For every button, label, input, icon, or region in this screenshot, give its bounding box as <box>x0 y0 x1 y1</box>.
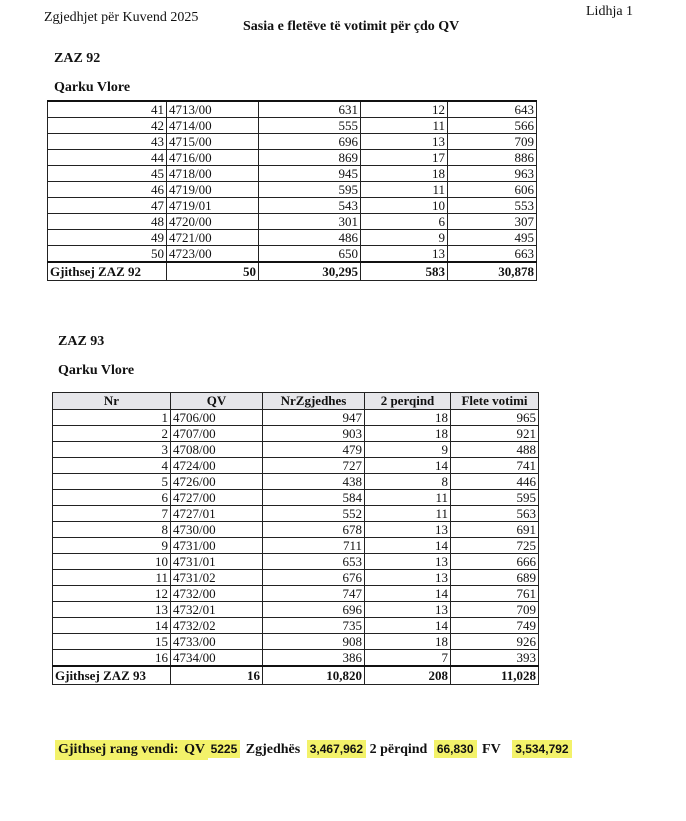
cell-perqind: 18 <box>365 634 451 650</box>
cell-perqind: 14 <box>365 618 451 634</box>
table-row <box>48 246 537 263</box>
table-row <box>53 554 539 570</box>
cell-perqind: 7 <box>365 650 451 667</box>
total-row <box>53 666 539 685</box>
cell-flete-votimi: 663 <box>448 246 537 263</box>
cell-nr: 5 <box>53 474 171 490</box>
cell-perqind: 11 <box>365 506 451 522</box>
summary-zgj-label: Zgjedhës <box>245 742 301 757</box>
total-perqind: 208 <box>365 666 451 685</box>
zaz92-rows <box>48 101 537 281</box>
cell-nr: 44 <box>48 150 167 166</box>
cell-qv: 4707/00 <box>171 426 263 442</box>
cell-perqind: 18 <box>365 410 451 426</box>
cell-qv: 4732/00 <box>171 586 263 602</box>
cell-nr: 50 <box>48 246 167 263</box>
cell-nrzgjedhes: 903 <box>263 426 365 442</box>
cell-nrzgjedhes: 595 <box>259 182 361 198</box>
cell-qv: 4714/00 <box>167 118 259 134</box>
table-row <box>48 198 537 214</box>
cell-nrzgjedhes: 301 <box>259 214 361 230</box>
cell-qv: 4732/01 <box>171 602 263 618</box>
cell-qv: 4719/01 <box>167 198 259 214</box>
cell-nr: 8 <box>53 522 171 538</box>
cell-nr: 3 <box>53 442 171 458</box>
table-row <box>53 442 539 458</box>
col-header-perqind: 2 perqind <box>365 393 451 410</box>
table-row <box>53 522 539 538</box>
cell-nrzgjedhes: 908 <box>263 634 365 650</box>
cell-qv: 4718/00 <box>167 166 259 182</box>
cell-nr: 7 <box>53 506 171 522</box>
total-perqind: 583 <box>361 262 448 281</box>
cell-flete-votimi: 741 <box>451 458 539 474</box>
table-row <box>53 426 539 442</box>
cell-nr: 47 <box>48 198 167 214</box>
cell-nr: 41 <box>48 101 167 118</box>
cell-qv: 4715/00 <box>167 134 259 150</box>
cell-flete-votimi: 307 <box>448 214 537 230</box>
cell-nrzgjedhes: 945 <box>259 166 361 182</box>
table-row <box>53 410 539 426</box>
cell-perqind: 12 <box>361 101 448 118</box>
table-row <box>53 458 539 474</box>
grand-total-line <box>55 740 572 760</box>
zaz93-rows <box>53 410 539 685</box>
zaz93-qarku: Qarku Vlore <box>58 363 135 378</box>
cell-nrzgjedhes: 678 <box>263 522 365 538</box>
cell-nrzgjedhes: 696 <box>263 602 365 618</box>
table-row <box>53 570 539 586</box>
cell-nr: 16 <box>53 650 171 667</box>
cell-nrzgjedhes: 727 <box>263 458 365 474</box>
col-header-nr: Nr <box>53 393 171 410</box>
cell-perqind: 14 <box>365 538 451 554</box>
cell-perqind: 6 <box>361 214 448 230</box>
cell-flete-votimi: 488 <box>451 442 539 458</box>
table-row <box>48 166 537 182</box>
cell-qv: 4713/00 <box>167 101 259 118</box>
table-row <box>48 230 537 246</box>
cell-flete-votimi: 749 <box>451 618 539 634</box>
cell-qv: 4720/00 <box>167 214 259 230</box>
cell-nr: 11 <box>53 570 171 586</box>
summary-perq-label: 2 përqind <box>369 742 428 757</box>
cell-nr: 15 <box>53 634 171 650</box>
cell-nr: 42 <box>48 118 167 134</box>
cell-nr: 12 <box>53 586 171 602</box>
cell-flete-votimi: 393 <box>451 650 539 667</box>
total-qv: 16 <box>171 666 263 685</box>
cell-perqind: 9 <box>361 230 448 246</box>
table-row <box>53 474 539 490</box>
cell-flete-votimi: 595 <box>451 490 539 506</box>
table-row <box>48 214 537 230</box>
zaz92-qarku: Qarku Vlore <box>54 80 131 95</box>
cell-nrzgjedhes: 711 <box>263 538 365 554</box>
cell-perqind: 13 <box>361 134 448 150</box>
cell-flete-votimi: 643 <box>448 101 537 118</box>
cell-flete-votimi: 725 <box>451 538 539 554</box>
summary-perq-value: 66,830 <box>434 740 477 758</box>
cell-perqind: 18 <box>361 166 448 182</box>
table-row <box>53 618 539 634</box>
cell-nrzgjedhes: 438 <box>263 474 365 490</box>
table-header-row <box>53 393 539 410</box>
cell-nr: 49 <box>48 230 167 246</box>
election-header: Zgjedhjet për Kuvend 2025 <box>44 10 199 25</box>
col-header-nrzgjedhes: NrZgjedhes <box>263 393 365 410</box>
col-header-flete-votimi: Flete votimi <box>451 393 539 410</box>
cell-flete-votimi: 566 <box>448 118 537 134</box>
cell-perqind: 13 <box>365 602 451 618</box>
cell-perqind: 14 <box>365 458 451 474</box>
cell-qv: 4706/00 <box>171 410 263 426</box>
table-row <box>48 134 537 150</box>
zaz93-title: ZAZ 93 <box>58 334 105 349</box>
cell-qv: 4726/00 <box>171 474 263 490</box>
cell-qv: 4708/00 <box>171 442 263 458</box>
table-row <box>48 118 537 134</box>
cell-nrzgjedhes: 479 <box>263 442 365 458</box>
cell-flete-votimi: 563 <box>451 506 539 522</box>
cell-flete-votimi: 553 <box>448 198 537 214</box>
zaz92-title: ZAZ 92 <box>54 51 101 66</box>
cell-qv: 4731/02 <box>171 570 263 586</box>
cell-qv: 4733/00 <box>171 634 263 650</box>
cell-nr: 46 <box>48 182 167 198</box>
total-qv: 50 <box>167 262 259 281</box>
page-title: Sasia e fletëve të votimit për çdo QV <box>243 19 460 34</box>
cell-nrzgjedhes: 631 <box>259 101 361 118</box>
cell-flete-votimi: 886 <box>448 150 537 166</box>
cell-perqind: 10 <box>361 198 448 214</box>
total-nrzgjedhes: 30,295 <box>259 262 361 281</box>
cell-nrzgjedhes: 543 <box>259 198 361 214</box>
cell-nrzgjedhes: 584 <box>263 490 365 506</box>
cell-perqind: 14 <box>365 586 451 602</box>
cell-nr: 1 <box>53 410 171 426</box>
cell-nrzgjedhes: 653 <box>263 554 365 570</box>
cell-flete-votimi: 921 <box>451 426 539 442</box>
cell-perqind: 8 <box>365 474 451 490</box>
zaz92-table <box>47 100 537 281</box>
cell-nr: 10 <box>53 554 171 570</box>
cell-nr: 9 <box>53 538 171 554</box>
cell-nrzgjedhes: 676 <box>263 570 365 586</box>
cell-qv: 4716/00 <box>167 150 259 166</box>
summary-qv-value: 5225 <box>208 740 241 758</box>
cell-nr: 45 <box>48 166 167 182</box>
summary-qv-label: QV <box>181 740 208 760</box>
cell-nrzgjedhes: 735 <box>263 618 365 634</box>
cell-nr: 43 <box>48 134 167 150</box>
cell-flete-votimi: 666 <box>451 554 539 570</box>
cell-nrzgjedhes: 555 <box>259 118 361 134</box>
cell-flete-votimi: 926 <box>451 634 539 650</box>
cell-flete-votimi: 691 <box>451 522 539 538</box>
cell-flete-votimi: 689 <box>451 570 539 586</box>
cell-qv: 4731/01 <box>171 554 263 570</box>
cell-qv: 4734/00 <box>171 650 263 667</box>
cell-nrzgjedhes: 552 <box>263 506 365 522</box>
cell-qv: 4730/00 <box>171 522 263 538</box>
cell-qv: 4732/02 <box>171 618 263 634</box>
table-row <box>53 538 539 554</box>
cell-flete-votimi: 963 <box>448 166 537 182</box>
cell-nrzgjedhes: 486 <box>259 230 361 246</box>
cell-qv: 4727/00 <box>171 490 263 506</box>
cell-qv: 4719/00 <box>167 182 259 198</box>
cell-perqind: 9 <box>365 442 451 458</box>
cell-flete-votimi: 709 <box>448 134 537 150</box>
table-row <box>48 150 537 166</box>
cell-perqind: 13 <box>361 246 448 263</box>
cell-flete-votimi: 709 <box>451 602 539 618</box>
cell-flete-votimi: 606 <box>448 182 537 198</box>
cell-nrzgjedhes: 947 <box>263 410 365 426</box>
cell-flete-votimi: 446 <box>451 474 539 490</box>
cell-nr: 14 <box>53 618 171 634</box>
cell-nr: 4 <box>53 458 171 474</box>
table-row <box>53 602 539 618</box>
cell-perqind: 17 <box>361 150 448 166</box>
table-row <box>53 506 539 522</box>
cell-perqind: 11 <box>361 118 448 134</box>
cell-nrzgjedhes: 386 <box>263 650 365 667</box>
total-nrzgjedhes: 10,820 <box>263 666 365 685</box>
cell-flete-votimi: 965 <box>451 410 539 426</box>
annex-label: Lidhja 1 <box>586 4 634 19</box>
summary-fv-value: 3,534,792 <box>512 740 571 758</box>
total-flete-votimi: 30,878 <box>448 262 537 281</box>
total-flete-votimi: 11,028 <box>451 666 539 685</box>
zaz93-table <box>52 392 539 685</box>
cell-nr: 2 <box>53 426 171 442</box>
table-row <box>48 101 537 118</box>
table-row <box>53 634 539 650</box>
col-header-qv: QV <box>171 393 263 410</box>
cell-perqind: 13 <box>365 522 451 538</box>
summary-fv-label: FV <box>482 742 501 757</box>
total-label: Gjithsej ZAZ 92 <box>48 262 167 281</box>
total-label: Gjithsej ZAZ 93 <box>53 666 171 685</box>
cell-nr: 48 <box>48 214 167 230</box>
cell-nrzgjedhes: 869 <box>259 150 361 166</box>
total-row <box>48 262 537 281</box>
cell-nrzgjedhes: 696 <box>259 134 361 150</box>
table-row <box>53 586 539 602</box>
table-row <box>48 182 537 198</box>
cell-qv: 4721/00 <box>167 230 259 246</box>
cell-perqind: 11 <box>365 490 451 506</box>
cell-perqind: 13 <box>365 570 451 586</box>
cell-qv: 4731/00 <box>171 538 263 554</box>
cell-qv: 4727/01 <box>171 506 263 522</box>
cell-flete-votimi: 495 <box>448 230 537 246</box>
cell-nr: 13 <box>53 602 171 618</box>
cell-nr: 6 <box>53 490 171 506</box>
cell-perqind: 18 <box>365 426 451 442</box>
cell-qv: 4724/00 <box>171 458 263 474</box>
cell-flete-votimi: 761 <box>451 586 539 602</box>
summary-zgj-value: 3,467,962 <box>307 740 366 758</box>
cell-perqind: 13 <box>365 554 451 570</box>
cell-qv: 4723/00 <box>167 246 259 263</box>
table-row <box>53 490 539 506</box>
cell-perqind: 11 <box>361 182 448 198</box>
summary-label: Gjithsej rang vendi: <box>55 740 182 760</box>
cell-nrzgjedhes: 650 <box>259 246 361 263</box>
table-row <box>53 650 539 667</box>
cell-nrzgjedhes: 747 <box>263 586 365 602</box>
